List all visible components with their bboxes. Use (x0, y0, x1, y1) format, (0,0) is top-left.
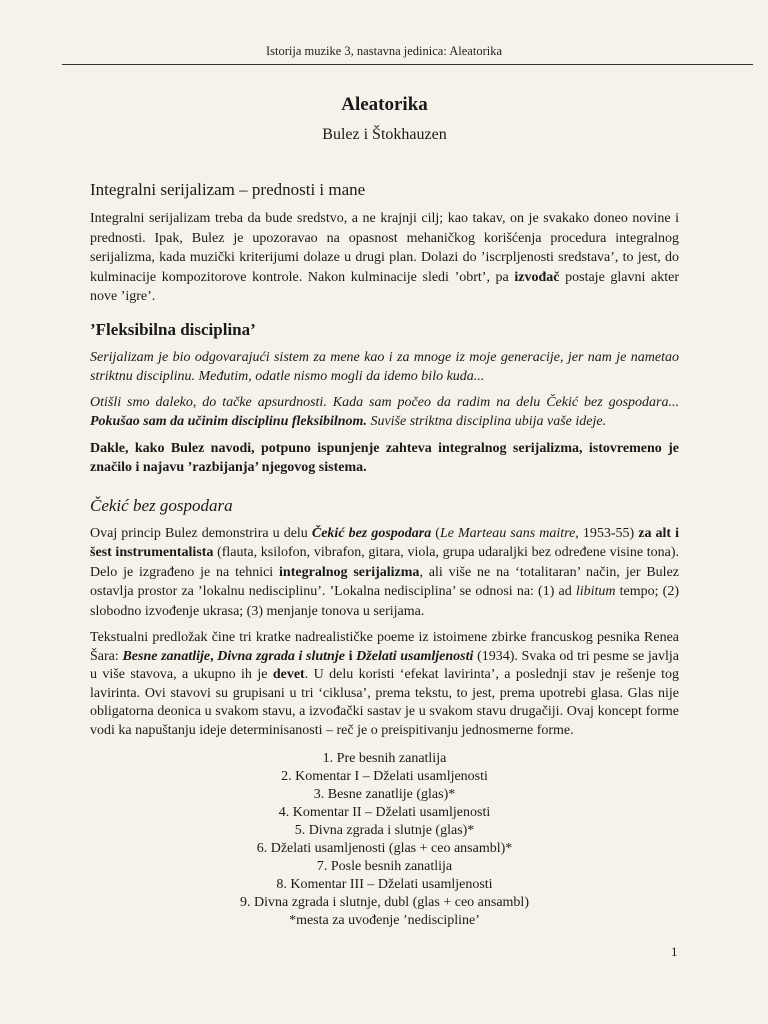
paragraph-text: (1934). Svaka od tri pesme se javlja u više stavova, a ukupno ih je (90, 648, 680, 682)
list-item: 4. Komentar II – Dželati usamljenosti (278, 805, 491, 820)
italic-term: libitum (575, 584, 616, 599)
paragraph-text: , 1953-55) (575, 525, 639, 541)
page-number: 1 (671, 944, 678, 959)
work-title: Čekić bez gospodara (311, 525, 432, 541)
section-heading-cekic: Čekić bez gospodara (90, 495, 233, 515)
document-title: Aleatorika (341, 94, 428, 115)
poem-title: Divna zgrada i slutnje (217, 648, 345, 664)
paragraph-text: . U delu koristi ‘efekat lavirinta’, a poslednji stav je rešenje tog lavirinta. Ovi stavovi su grupisani u tri ‘ciklusa’, prema tekstu, to jest, prema upotrebi glasa. Glas nije obligatorna deonica u svakom stavu, a izvođački sastav je u svakom stavu drugačiji. Ovaj koncept forme vodi ka napuštanju ideje determinisanosti – reč je o preispitivanju jednosmerne forme. (90, 667, 680, 738)
quote-paragraph-2 (90, 393, 679, 432)
bold-term: za alt i šest instrumentalista (90, 525, 680, 560)
paragraph-text: ( (431, 525, 440, 541)
conclusion-paragraph: Dakle, kako Bulez navodi, potpuno ispunjenje zahteva integralnog serijalizma, istovremeno je značilo i najavu ’razbijanja’ njegovog sistema. (90, 440, 679, 475)
list-item: 5. Divna zgrada i slutnje (glas)* (294, 823, 475, 838)
list-item: 3. Besne zanatlije (glas)* (313, 787, 456, 802)
list-item: 6. Dželati usamljenosti (glas + ceo ansambl)* (256, 841, 513, 856)
paragraph-text: postaje glavni akter nove ’igre’. (90, 269, 679, 304)
document-subtitle: Bulez i Štokhauzen (322, 126, 447, 143)
paragraph-text: Tekstualni predložak čine tri kratke nadrealističke poeme iz istoimene zbirke francuskog pesnika Renea Šara: (90, 630, 679, 664)
section-heading-fleksibilna: ’Fleksibilna disciplina’ (90, 319, 256, 339)
poem-title: Besne zanatlije (122, 648, 211, 664)
list-item: 2. Komentar I – Dželati usamljenosti (281, 769, 488, 784)
original-title: Le Marteau sans maitre (439, 525, 576, 541)
bold-term: izvođač (514, 269, 560, 285)
list-item: 8. Komentar III – Dželati usamljenosti (276, 877, 493, 892)
quote-paragraph-1: Serijalizam je bio odgovarajući sistem za mene kao i za mnoge iz moje generacije, jer nam je nametao striktnu disciplinu. Međutim, odatle nismo mogli da idemo bilo kuda... (90, 349, 679, 384)
paragraph-cekic-1 (90, 524, 679, 622)
bold-term: integralnog serijalizma (279, 564, 420, 580)
footnote: *mesta za uvođenje ’nediscipline’ (289, 913, 480, 928)
page-content (90, 93, 679, 930)
paragraph-text: Ovaj princip Bulez demonstrira u delu (90, 525, 312, 541)
list-item: 7. Posle besnih zanatlija (316, 859, 453, 874)
paragraph-text: Integralni serijalizam treba da bude sredstvo, a ne krajnji cilj; kao takav, on je svakako doneo novine i prednosti. Ipak, Bulez je upozoravao na opasnost mehaničkog korišćenja procedura integralnog serijalizma, kada muzički kriterijumi dolaze u drugi plan. Dolazi do ’iscrpljenosti sredstava’, to jest, do kulminacije kompozitorove kontrole. Nakon kulminacije sledi ’obrt’, pa (90, 211, 679, 285)
header-divider (62, 64, 753, 65)
running-header: Istorija muzike 3, nastavna jedinica: Aleatorika (265, 44, 503, 58)
paragraph-cekic-2 (90, 629, 679, 740)
paragraph-integralni (90, 209, 679, 307)
list-item: 9. Divna zgrada i slutnje, dubl (glas + ceo ansambl) (240, 895, 529, 910)
separator: i (344, 648, 357, 664)
paragraph-text: , ali više ne na ‘totalitaran’ način, jer Bulez ostavlja prostor za ’lokalnu nedisciplinu’. ’Lokalna nedisciplina’ se odnosi na: (1) ad (90, 564, 680, 599)
quote-text: Otišli smo daleko, do tačke apsurdnosti. Kada sam počeo da radim na delu Čekić bez gospodara... (90, 394, 679, 410)
paragraph-text: (flauta, ksilofon, vibrafon, gitara, viola, grupa udaraljki bez određene visine tona). Delo je izgrađeno je na tehnici (90, 545, 679, 580)
section-heading-integralni: Integralni serijalizam – prednosti i mane (90, 180, 366, 199)
separator: , (210, 648, 218, 664)
quote-text: Suviše striktna disciplina ubija vaše ideje. (366, 414, 607, 429)
movements-list (90, 750, 679, 930)
list-item: 1. Pre besnih zanatlija (322, 751, 447, 766)
quote-bold-text: Pokušao sam da učinim disciplinu fleksibilnom. (90, 414, 367, 429)
bold-term: devet (272, 667, 305, 682)
poem-title: Dželati usamljenosti (356, 648, 474, 664)
paragraph-text: tempo; (2) slobodno izvođenje ukrasa; (3) menjanje tonova u serijama. (90, 584, 679, 619)
